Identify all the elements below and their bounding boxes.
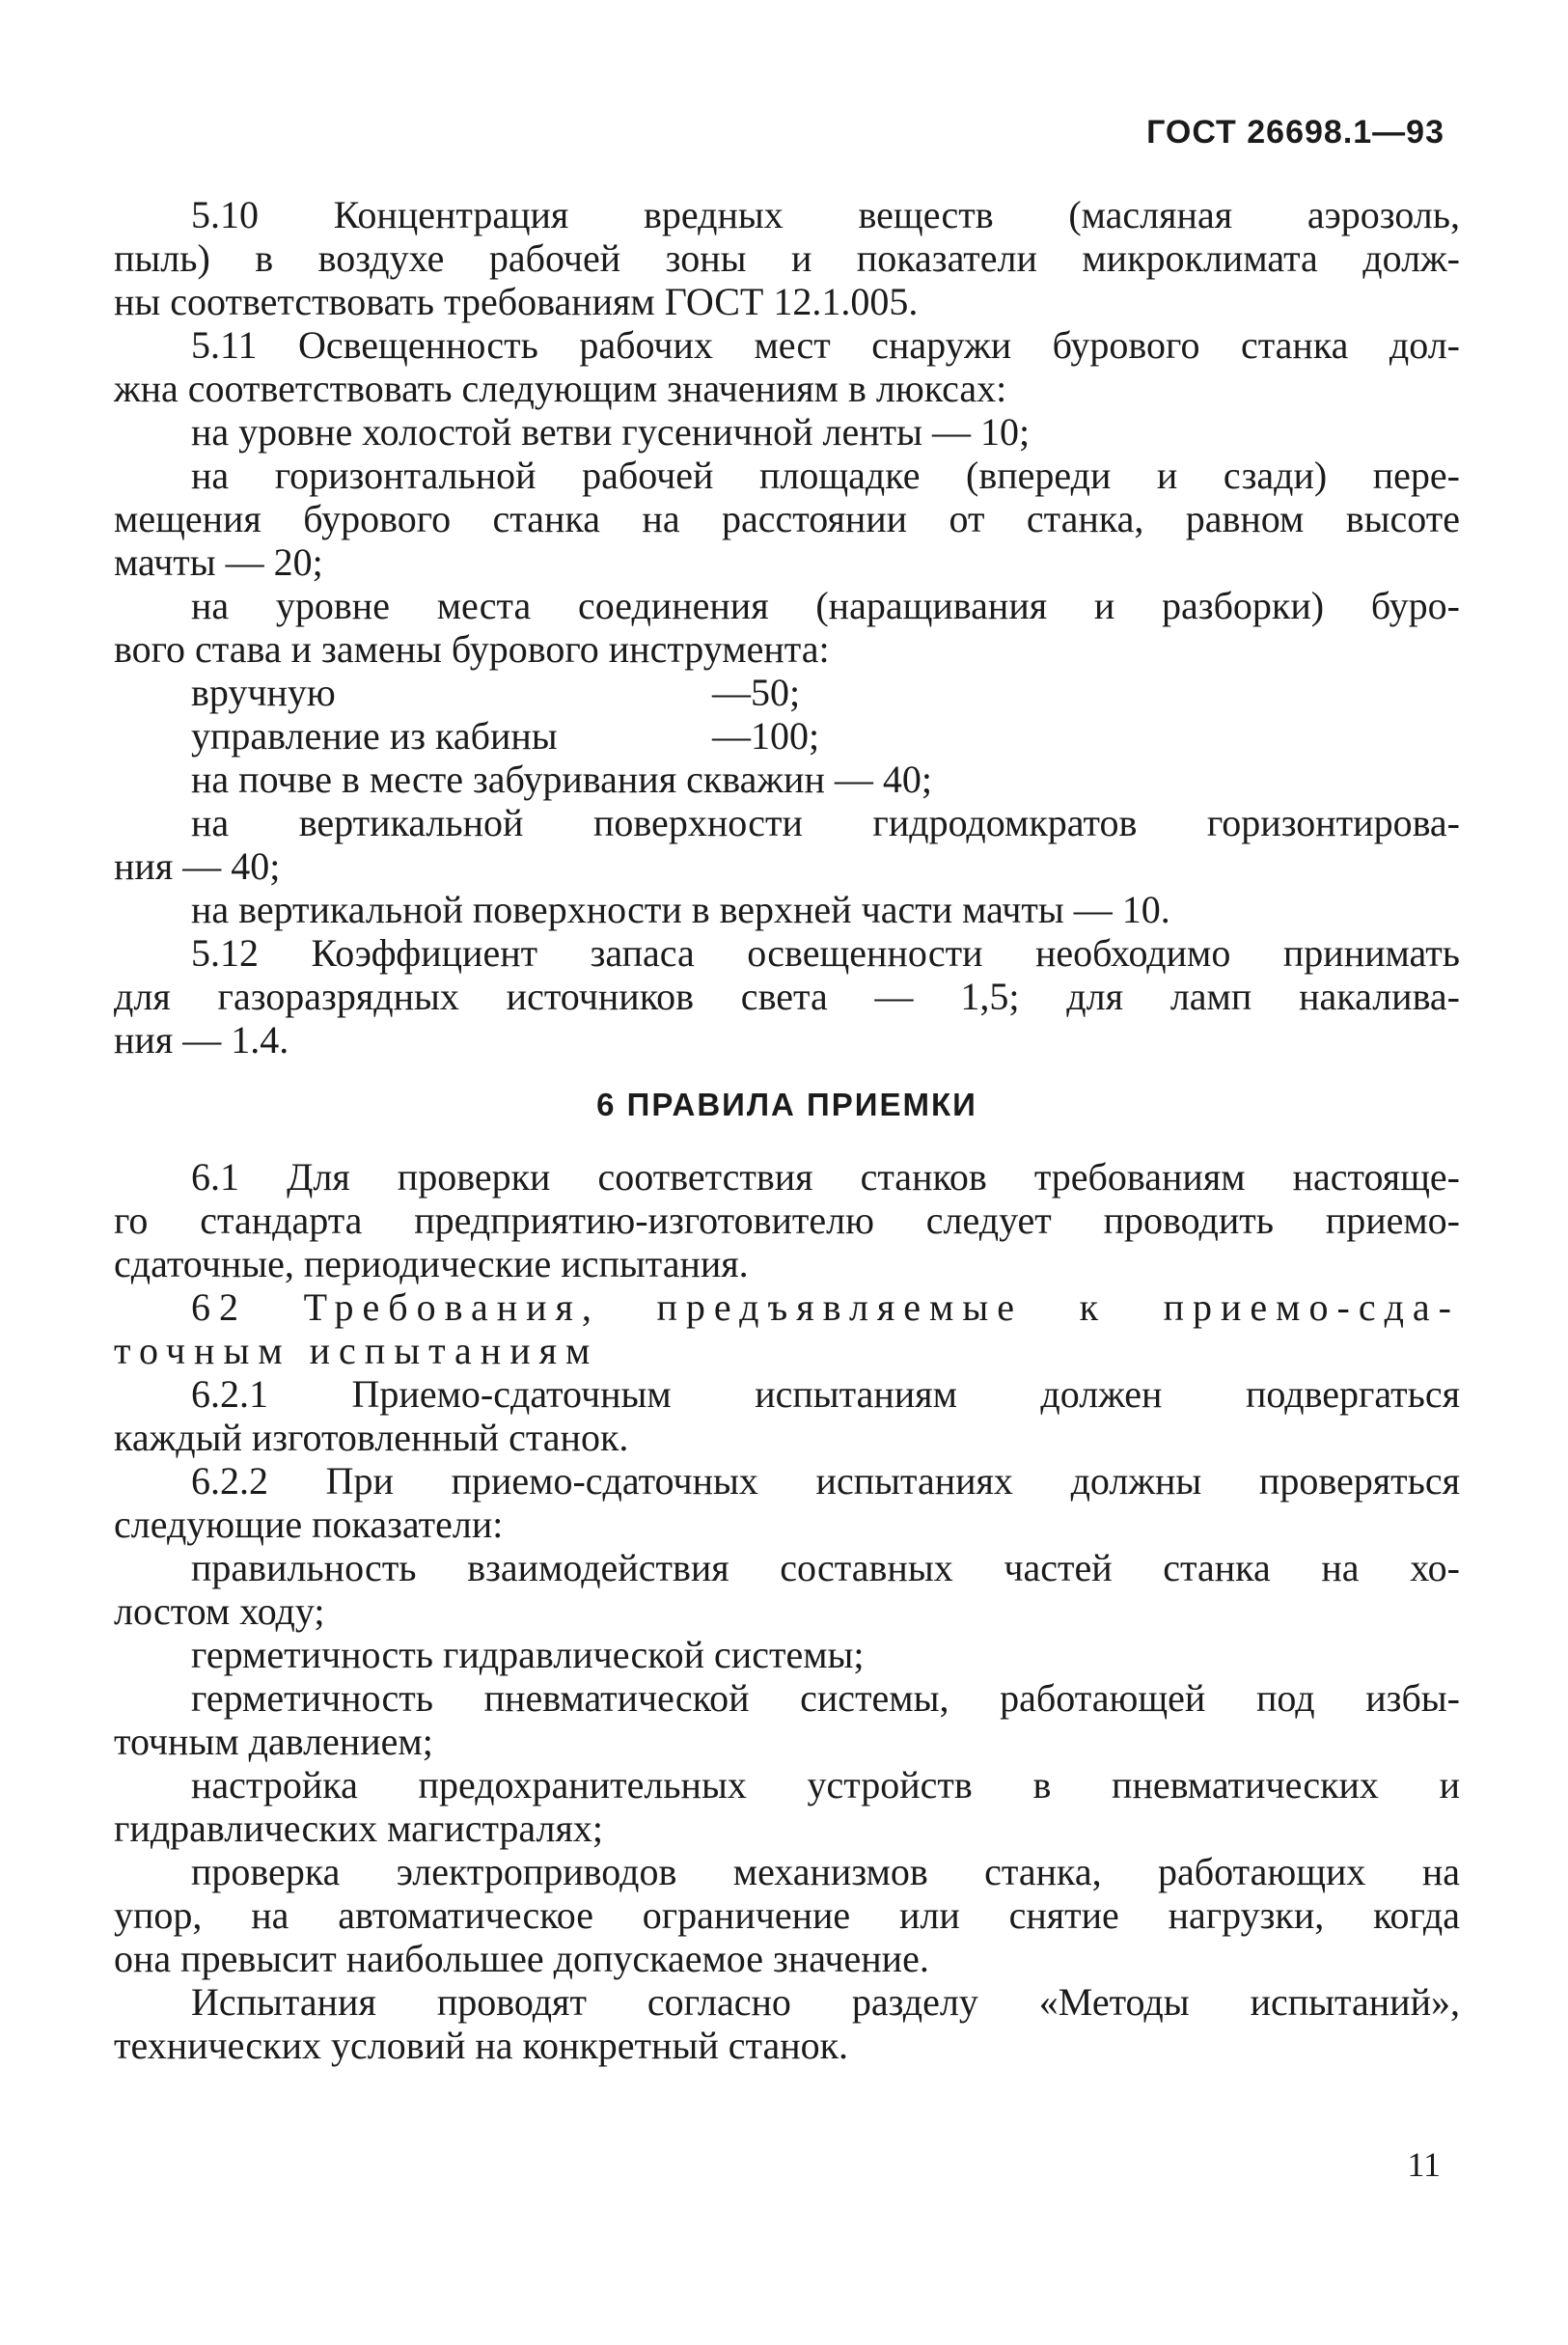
section-title: 6 ПРАВИЛА ПРИЕМКИ <box>596 1087 977 1122</box>
text-line: Испытания проводят согласно разделу «Методы испытаний», <box>191 1980 1460 2024</box>
text-line: герметичность пневматической системы, работающей под избы- <box>191 1676 1460 1720</box>
text-line: на вертикальной поверхности в верхней части мачты — 10. <box>191 888 1170 931</box>
text-line: мачты — 20; <box>114 540 323 584</box>
text-line: правильность взаимодействия составных частей станка на хо- <box>191 1546 1460 1589</box>
text-line: 5.11 Освещенность рабочих мест снаружи бурового станка дол- <box>191 323 1460 367</box>
text-line: 5.10 Концентрация вредных веществ (масляная аэрозоль, <box>191 193 1460 236</box>
illumination-row <box>114 671 1460 714</box>
illumination-value: —100; <box>712 714 820 758</box>
text-line: точным давлением; <box>114 1720 433 1763</box>
text-line: ния — 1.4. <box>114 1018 289 1062</box>
document-body <box>114 193 1460 2067</box>
text-line: проверка электроприводов механизмов станка, работающих на <box>191 1850 1460 1893</box>
text-line: каждый изготовленный станок. <box>114 1416 629 1459</box>
text-line: на уровне места соединения (наращивания и разборки) буро- <box>191 584 1460 627</box>
text-line: на почве в месте забуривания скважин — 40; <box>191 758 932 801</box>
document-header: ГОСТ 26698.1—93 <box>1146 114 1444 151</box>
text-line: лостом ходу; <box>114 1589 325 1633</box>
text-line: гидравлических магистралях; <box>114 1807 604 1850</box>
text-line: 6.1 Для проверки соответствия станков требованиям настояще- <box>191 1155 1460 1199</box>
text-line: герметичность гидравлической системы; <box>191 1633 865 1676</box>
illumination-label: управление из кабины <box>191 714 558 758</box>
text-line: го стандарта предприятию-изготовителю следует проводить приемо- <box>114 1199 1460 1242</box>
text-line: упор, на автоматическое ограничение или снятие нагрузки, когда <box>114 1893 1460 1937</box>
text-line: на вертикальной поверхности гидродомкратов горизонтирова- <box>191 801 1460 844</box>
subsection-heading: 62 Требования, предъявляемые к приемо-сда- <box>191 1285 1460 1329</box>
text-line: 6.2.1 Приемо-сдаточным испытаниям должен подвергаться <box>191 1372 1460 1416</box>
text-line: 6.2.2 При приемо-сдаточных испытаниях должны проверяться <box>191 1459 1460 1503</box>
text-line: ния — 40; <box>114 844 281 888</box>
text-line: вого става и замены бурового инструмента: <box>114 627 830 671</box>
text-line: технических условий на конкретный станок. <box>114 2024 849 2067</box>
illumination-label: вручную <box>191 671 336 714</box>
illumination-row <box>114 714 1460 758</box>
text-line: сдаточные, периодические испытания. <box>114 1242 749 1285</box>
text-line: для газоразрядных источников света — 1,5; для ламп накалива- <box>114 975 1460 1018</box>
illumination-value: —50; <box>712 671 801 714</box>
text-line: пыль) в воздухе рабочей зоны и показатели микроклимата долж- <box>114 236 1460 280</box>
text-line: на уровне холостой ветви гусеничной ленты — 10; <box>191 410 1031 454</box>
text-line: настройка предохранительных устройств в пневматических и <box>191 1763 1460 1807</box>
text-line: на горизонтальной рабочей площадке (впереди и сзади) пере- <box>191 454 1460 497</box>
text-line: мещения бурового станка на расстоянии от станка, равном высоте <box>114 497 1460 540</box>
text-line: она превысит наибольшее допускаемое значение. <box>114 1937 929 1980</box>
text-line: следующие показатели: <box>114 1503 504 1546</box>
text-line: ны соответствовать требованиям ГОСТ 12.1.005. <box>114 280 919 323</box>
text-line: 5.12 Коэффициент запаса освещенности необходимо принимать <box>191 931 1460 975</box>
text-line: жна соответствовать следующим значениям в люксах: <box>114 367 1007 410</box>
page-number: 11 <box>1407 2145 1441 2184</box>
subsection-heading: точным испытаниям <box>114 1329 599 1372</box>
